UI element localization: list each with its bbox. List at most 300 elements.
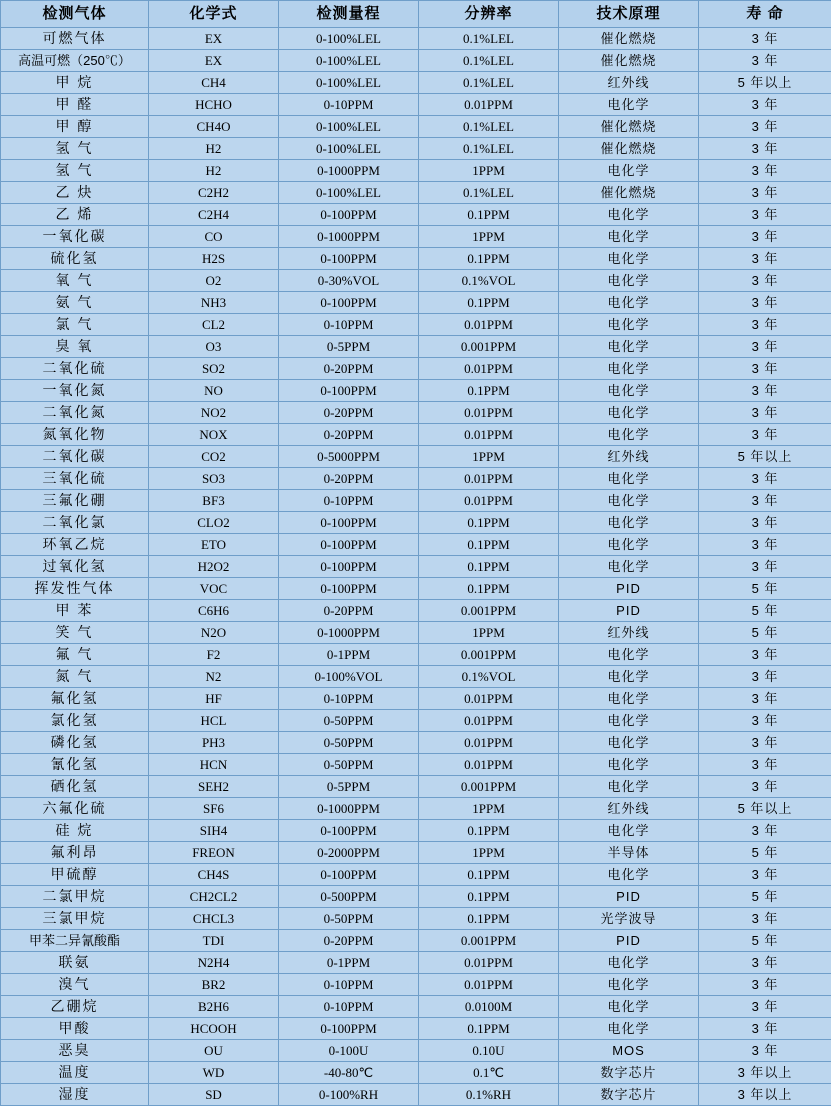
table-row [1, 336, 831, 358]
cell-formula: F2 [149, 644, 279, 666]
cell-life: 3 年 [699, 116, 831, 138]
table-row [1, 248, 831, 270]
cell-resolution: 0.10U [419, 1040, 559, 1062]
cell-principle: 光学波导 [559, 908, 699, 930]
cell-range: 0-1PPM [279, 952, 419, 974]
cell-life: 3 年 [699, 512, 831, 534]
cell-range: 0-1PPM [279, 644, 419, 666]
cell-formula: CH4S [149, 864, 279, 886]
cell-principle: 电化学 [559, 424, 699, 446]
cell-principle: 电化学 [559, 226, 699, 248]
cell-range: 0-100%LEL [279, 72, 419, 94]
cell-gas-name: 可燃气体 [1, 28, 149, 50]
cell-resolution: 1PPM [419, 160, 559, 182]
cell-resolution: 1PPM [419, 226, 559, 248]
cell-formula: HCHO [149, 94, 279, 116]
cell-life: 3 年 [699, 556, 831, 578]
cell-range: 0-100%LEL [279, 116, 419, 138]
table-row [1, 644, 831, 666]
cell-range: 0-20PPM [279, 468, 419, 490]
cell-resolution: 0.01PPM [419, 314, 559, 336]
table-row [1, 512, 831, 534]
cell-range: 0-1000PPM [279, 622, 419, 644]
cell-resolution: 0.01PPM [419, 358, 559, 380]
cell-formula: SEH2 [149, 776, 279, 798]
cell-gas-name: 联氨 [1, 952, 149, 974]
cell-formula: C2H2 [149, 182, 279, 204]
cell-formula: CH2CL2 [149, 886, 279, 908]
table-row [1, 710, 831, 732]
cell-gas-name: 硒化氢 [1, 776, 149, 798]
cell-gas-name: 二氧化硫 [1, 358, 149, 380]
cell-life: 3 年 [699, 336, 831, 358]
cell-formula: CO2 [149, 446, 279, 468]
cell-principle: 电化学 [559, 248, 699, 270]
table-header-row [1, 1, 831, 28]
table-row [1, 974, 831, 996]
cell-formula: HCOOH [149, 1018, 279, 1040]
cell-gas-name: 硅 烷 [1, 820, 149, 842]
cell-gas-name: 氟利昂 [1, 842, 149, 864]
cell-resolution: 0.1PPM [419, 886, 559, 908]
cell-gas-name: 一氧化氮 [1, 380, 149, 402]
cell-resolution: 0.01PPM [419, 754, 559, 776]
cell-resolution: 0.1%LEL [419, 182, 559, 204]
cell-life: 3 年 [699, 160, 831, 182]
cell-formula: SO3 [149, 468, 279, 490]
cell-principle: 电化学 [559, 94, 699, 116]
cell-range: 0-100PPM [279, 534, 419, 556]
cell-resolution: 0.1PPM [419, 512, 559, 534]
cell-resolution: 0.001PPM [419, 930, 559, 952]
cell-resolution: 0.01PPM [419, 688, 559, 710]
cell-resolution: 0.001PPM [419, 336, 559, 358]
table-row [1, 952, 831, 974]
cell-range: 0-50PPM [279, 732, 419, 754]
cell-formula: H2O2 [149, 556, 279, 578]
cell-life: 3 年 [699, 908, 831, 930]
cell-principle: 红外线 [559, 622, 699, 644]
cell-gas-name: 乙 烯 [1, 204, 149, 226]
cell-formula: HCL [149, 710, 279, 732]
table-row [1, 1040, 831, 1062]
cell-resolution: 0.1PPM [419, 534, 559, 556]
cell-life: 5 年 [699, 930, 831, 952]
cell-gas-name: 二氧化碳 [1, 446, 149, 468]
cell-gas-name: 氟 气 [1, 644, 149, 666]
cell-formula: FREON [149, 842, 279, 864]
cell-principle: 电化学 [559, 556, 699, 578]
cell-range: 0-100PPM [279, 864, 419, 886]
cell-principle: 电化学 [559, 666, 699, 688]
cell-life: 3 年 [699, 468, 831, 490]
table-row [1, 292, 831, 314]
cell-formula: BR2 [149, 974, 279, 996]
cell-life: 3 年 [699, 28, 831, 50]
cell-life: 3 年 [699, 424, 831, 446]
cell-range: 0-100PPM [279, 204, 419, 226]
cell-gas-name: 甲 醇 [1, 116, 149, 138]
cell-gas-name: 氟化氢 [1, 688, 149, 710]
table-row [1, 204, 831, 226]
cell-principle: 电化学 [559, 314, 699, 336]
table-row [1, 886, 831, 908]
cell-principle: PID [559, 578, 699, 600]
cell-range: 0-5000PPM [279, 446, 419, 468]
cell-principle: 电化学 [559, 952, 699, 974]
cell-range: -40-80℃ [279, 1062, 419, 1084]
cell-life: 3 年 [699, 644, 831, 666]
cell-gas-name: 甲 醛 [1, 94, 149, 116]
cell-life: 5 年 [699, 622, 831, 644]
cell-principle: 电化学 [559, 292, 699, 314]
table-row [1, 226, 831, 248]
cell-resolution: 0.1%LEL [419, 28, 559, 50]
cell-gas-name: 臭 氧 [1, 336, 149, 358]
cell-life: 5 年 [699, 578, 831, 600]
cell-life: 3 年 [699, 94, 831, 116]
table-row [1, 622, 831, 644]
cell-principle: 催化燃烧 [559, 28, 699, 50]
cell-principle: 电化学 [559, 974, 699, 996]
cell-resolution: 0.01PPM [419, 424, 559, 446]
cell-formula: ETO [149, 534, 279, 556]
cell-principle: PID [559, 886, 699, 908]
cell-resolution: 0.1%LEL [419, 72, 559, 94]
cell-range: 0-100PPM [279, 292, 419, 314]
cell-range: 0-50PPM [279, 710, 419, 732]
cell-principle: 电化学 [559, 864, 699, 886]
table-row [1, 358, 831, 380]
cell-resolution: 0.01PPM [419, 710, 559, 732]
column-header-formula: 化学式 [149, 1, 279, 28]
cell-principle: 半导体 [559, 842, 699, 864]
table-row [1, 908, 831, 930]
cell-resolution: 0.1PPM [419, 380, 559, 402]
cell-life: 3 年 [699, 402, 831, 424]
cell-principle: 电化学 [559, 204, 699, 226]
cell-range: 0-10PPM [279, 490, 419, 512]
table-row [1, 534, 831, 556]
table-body [1, 28, 831, 1106]
cell-principle: MOS [559, 1040, 699, 1062]
cell-range: 0-20PPM [279, 358, 419, 380]
cell-range: 0-20PPM [279, 402, 419, 424]
cell-resolution: 0.1PPM [419, 578, 559, 600]
table-row [1, 468, 831, 490]
table-row [1, 116, 831, 138]
table-row [1, 754, 831, 776]
cell-range: 0-100PPM [279, 578, 419, 600]
table-row [1, 556, 831, 578]
cell-life: 5 年以上 [699, 72, 831, 94]
cell-principle: 电化学 [559, 468, 699, 490]
cell-life: 3 年 [699, 952, 831, 974]
cell-range: 0-100%LEL [279, 50, 419, 72]
cell-formula: N2H4 [149, 952, 279, 974]
cell-formula: SIH4 [149, 820, 279, 842]
table-row [1, 578, 831, 600]
cell-gas-name: 三氯甲烷 [1, 908, 149, 930]
cell-life: 3 年 [699, 204, 831, 226]
cell-life: 3 年 [699, 270, 831, 292]
cell-range: 0-100%VOL [279, 666, 419, 688]
cell-resolution: 0.001PPM [419, 600, 559, 622]
cell-principle: 催化燃烧 [559, 138, 699, 160]
cell-formula: CHCL3 [149, 908, 279, 930]
cell-resolution: 0.001PPM [419, 644, 559, 666]
cell-resolution: 0.1PPM [419, 556, 559, 578]
cell-principle: 电化学 [559, 490, 699, 512]
cell-life: 3 年 [699, 314, 831, 336]
cell-gas-name: 甲 烷 [1, 72, 149, 94]
cell-principle: 电化学 [559, 160, 699, 182]
cell-gas-name: 氨 气 [1, 292, 149, 314]
table-row [1, 182, 831, 204]
cell-formula: SO2 [149, 358, 279, 380]
cell-gas-name: 湿度 [1, 1084, 149, 1106]
cell-gas-name: 甲 苯 [1, 600, 149, 622]
table-row [1, 864, 831, 886]
cell-formula: N2 [149, 666, 279, 688]
cell-gas-name: 温度 [1, 1062, 149, 1084]
cell-life: 3 年 [699, 1040, 831, 1062]
cell-range: 0-50PPM [279, 908, 419, 930]
cell-range: 0-20PPM [279, 424, 419, 446]
cell-formula: CH4O [149, 116, 279, 138]
cell-formula: BF3 [149, 490, 279, 512]
cell-life: 3 年以上 [699, 1062, 831, 1084]
cell-gas-name: 一氧化碳 [1, 226, 149, 248]
cell-life: 3 年 [699, 688, 831, 710]
cell-resolution: 0.01PPM [419, 94, 559, 116]
cell-principle: 催化燃烧 [559, 182, 699, 204]
cell-gas-name: 过氧化氢 [1, 556, 149, 578]
table-row [1, 490, 831, 512]
cell-formula: CLO2 [149, 512, 279, 534]
cell-gas-name: 乙 炔 [1, 182, 149, 204]
cell-gas-name: 二氯甲烷 [1, 886, 149, 908]
table-row [1, 138, 831, 160]
cell-principle: 电化学 [559, 710, 699, 732]
cell-life: 5 年以上 [699, 446, 831, 468]
cell-life: 3 年 [699, 974, 831, 996]
table-row [1, 314, 831, 336]
cell-principle: 电化学 [559, 754, 699, 776]
cell-life: 3 年 [699, 248, 831, 270]
cell-gas-name: 氢 气 [1, 138, 149, 160]
cell-principle: PID [559, 930, 699, 952]
cell-principle: 电化学 [559, 776, 699, 798]
cell-resolution: 1PPM [419, 842, 559, 864]
cell-formula: OU [149, 1040, 279, 1062]
cell-resolution: 0.1PPM [419, 1018, 559, 1040]
cell-principle: 电化学 [559, 534, 699, 556]
cell-range: 0-10PPM [279, 996, 419, 1018]
table-row [1, 424, 831, 446]
cell-range: 0-1000PPM [279, 798, 419, 820]
table-row [1, 930, 831, 952]
table-row [1, 28, 831, 50]
cell-resolution: 0.001PPM [419, 776, 559, 798]
cell-life: 3 年 [699, 776, 831, 798]
cell-principle: 电化学 [559, 820, 699, 842]
cell-resolution: 0.1PPM [419, 204, 559, 226]
cell-gas-name: 三氟化硼 [1, 490, 149, 512]
column-header-gas: 检测气体 [1, 1, 149, 28]
cell-gas-name: 硫化氢 [1, 248, 149, 270]
cell-life: 5 年 [699, 842, 831, 864]
cell-formula: VOC [149, 578, 279, 600]
table-row [1, 1084, 831, 1106]
cell-life: 3 年 [699, 534, 831, 556]
cell-life: 3 年 [699, 1018, 831, 1040]
cell-formula: EX [149, 50, 279, 72]
cell-formula: C2H4 [149, 204, 279, 226]
cell-life: 3 年 [699, 820, 831, 842]
cell-gas-name: 六氟化硫 [1, 798, 149, 820]
cell-formula: TDI [149, 930, 279, 952]
cell-principle: 催化燃烧 [559, 50, 699, 72]
cell-resolution: 0.01PPM [419, 468, 559, 490]
column-header-principle: 技术原理 [559, 1, 699, 28]
table-row [1, 600, 831, 622]
cell-principle: 红外线 [559, 798, 699, 820]
cell-principle: 红外线 [559, 446, 699, 468]
cell-formula: CH4 [149, 72, 279, 94]
cell-range: 0-10PPM [279, 974, 419, 996]
cell-formula: HCN [149, 754, 279, 776]
cell-life: 3 年 [699, 138, 831, 160]
table-row [1, 798, 831, 820]
cell-resolution: 0.1PPM [419, 908, 559, 930]
cell-principle: 电化学 [559, 336, 699, 358]
cell-resolution: 0.1%RH [419, 1084, 559, 1106]
cell-range: 0-100%LEL [279, 182, 419, 204]
cell-life: 3 年 [699, 292, 831, 314]
cell-resolution: 0.1%LEL [419, 138, 559, 160]
cell-life: 3 年 [699, 666, 831, 688]
cell-principle: 电化学 [559, 644, 699, 666]
column-header-resolution: 分辨率 [419, 1, 559, 28]
cell-principle: PID [559, 600, 699, 622]
cell-resolution: 1PPM [419, 622, 559, 644]
cell-principle: 电化学 [559, 358, 699, 380]
cell-life: 3 年 [699, 490, 831, 512]
table-row [1, 380, 831, 402]
cell-resolution: 0.1%LEL [419, 116, 559, 138]
cell-gas-name: 笑 气 [1, 622, 149, 644]
cell-range: 0-20PPM [279, 930, 419, 952]
cell-resolution: 0.1%LEL [419, 50, 559, 72]
cell-principle: 电化学 [559, 270, 699, 292]
cell-gas-name: 氮氧化物 [1, 424, 149, 446]
cell-resolution: 0.1PPM [419, 248, 559, 270]
cell-range: 0-100PPM [279, 820, 419, 842]
table-row [1, 1018, 831, 1040]
cell-formula: NH3 [149, 292, 279, 314]
cell-gas-name: 三氧化硫 [1, 468, 149, 490]
cell-gas-name: 乙硼烷 [1, 996, 149, 1018]
cell-range: 0-100%LEL [279, 28, 419, 50]
cell-principle: 电化学 [559, 996, 699, 1018]
cell-resolution: 0.1℃ [419, 1062, 559, 1084]
cell-gas-name: 二氧化氯 [1, 512, 149, 534]
cell-gas-name: 磷化氢 [1, 732, 149, 754]
cell-range: 0-100PPM [279, 1018, 419, 1040]
cell-gas-name: 氯化氢 [1, 710, 149, 732]
cell-resolution: 0.01PPM [419, 974, 559, 996]
column-header-range: 检测量程 [279, 1, 419, 28]
cell-principle: 电化学 [559, 380, 699, 402]
cell-formula: CO [149, 226, 279, 248]
cell-formula: H2S [149, 248, 279, 270]
cell-gas-name: 环氧乙烷 [1, 534, 149, 556]
cell-resolution: 0.01PPM [419, 490, 559, 512]
cell-life: 3 年 [699, 50, 831, 72]
cell-range: 0-100%LEL [279, 138, 419, 160]
cell-range: 0-100PPM [279, 380, 419, 402]
table-row [1, 732, 831, 754]
cell-range: 0-100PPM [279, 512, 419, 534]
cell-life: 5 年 [699, 886, 831, 908]
cell-range: 0-100%RH [279, 1084, 419, 1106]
table-row [1, 996, 831, 1018]
table-row [1, 688, 831, 710]
table-row [1, 1062, 831, 1084]
cell-resolution: 0.0100M [419, 996, 559, 1018]
cell-life: 3 年以上 [699, 1084, 831, 1106]
table-row [1, 50, 831, 72]
cell-range: 0-5PPM [279, 776, 419, 798]
table-row [1, 842, 831, 864]
table-row [1, 820, 831, 842]
cell-resolution: 1PPM [419, 798, 559, 820]
cell-formula: NO2 [149, 402, 279, 424]
cell-life: 3 年 [699, 380, 831, 402]
table-row [1, 402, 831, 424]
table-header [1, 1, 831, 28]
cell-gas-name: 二氧化氮 [1, 402, 149, 424]
cell-gas-name: 甲硫醇 [1, 864, 149, 886]
cell-range: 0-10PPM [279, 314, 419, 336]
cell-gas-name: 氢 气 [1, 160, 149, 182]
cell-formula: PH3 [149, 732, 279, 754]
cell-range: 0-10PPM [279, 94, 419, 116]
cell-life: 5 年 [699, 600, 831, 622]
cell-range: 0-50PPM [279, 754, 419, 776]
cell-formula: NO [149, 380, 279, 402]
cell-gas-name: 甲苯二异氰酸酯 [1, 930, 149, 952]
cell-gas-name: 氮 气 [1, 666, 149, 688]
cell-formula: HF [149, 688, 279, 710]
cell-formula: WD [149, 1062, 279, 1084]
cell-formula: H2 [149, 138, 279, 160]
table-row [1, 446, 831, 468]
cell-range: 0-100U [279, 1040, 419, 1062]
cell-formula: EX [149, 28, 279, 50]
cell-gas-name: 挥发性气体 [1, 578, 149, 600]
table-row [1, 72, 831, 94]
cell-resolution: 0.01PPM [419, 732, 559, 754]
cell-formula: CL2 [149, 314, 279, 336]
cell-life: 3 年 [699, 996, 831, 1018]
cell-gas-name: 氰化氢 [1, 754, 149, 776]
cell-life: 3 年 [699, 226, 831, 248]
cell-formula: B2H6 [149, 996, 279, 1018]
cell-resolution: 0.1%VOL [419, 270, 559, 292]
cell-principle: 电化学 [559, 1018, 699, 1040]
